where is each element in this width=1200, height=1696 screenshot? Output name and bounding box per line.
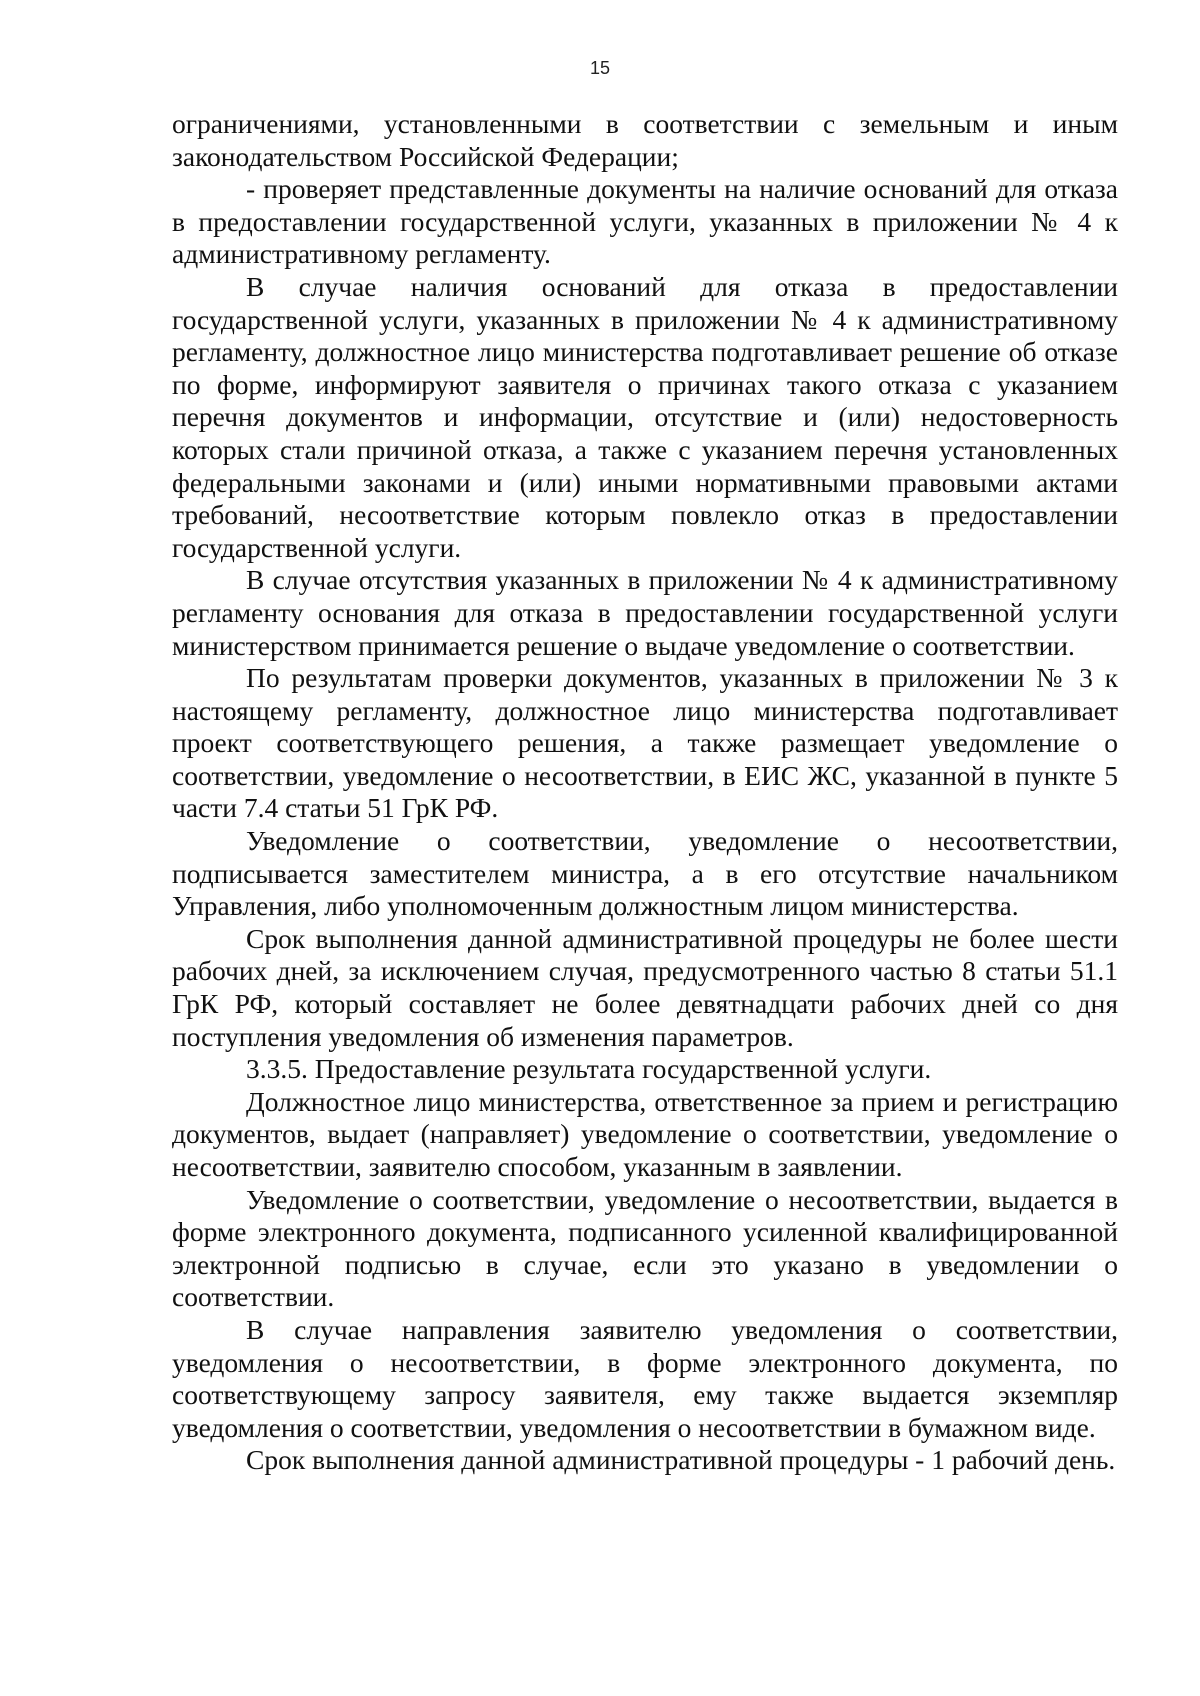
paragraph-procedure-term: Срок выполнения данной административной процедуры не более шести рабочих дней, за исключением случая, предусмотренного частью 8 статьи 51.1 ГрК РФ, который составляет не более девятнадцати рабочих дней со дня поступления уведомления об изменения параметров. bbox=[172, 922, 1118, 1052]
paragraph-verification-results: По результатам проверки документов, указанных в приложении № 3 к настоящему регламенту, должностное лицо министерства подготавливает проект соответствующего решения, а также размещает уведомление о соответствии, уведомление о несоответствии, в ЕИС ЖС, указанной в пункте 5 части 7.4 статьи 51 ГрК РФ. bbox=[172, 662, 1118, 824]
paragraph-no-refusal-grounds: В случае отсутствия указанных в приложении № 4 к административному регламенту основания для отказа в предоставлении государственной услуги министерством принимается решение о выдаче уведомление о соответствии. bbox=[172, 564, 1118, 661]
paragraph-paper-copy: В случае направления заявителю уведомления о соответствии, уведомления о несоответствии, в форме электронного документа, по соответствующему запросу заявителя, ему также выдается экземпляр уведомления о соответствии, уведомления о несоответствии в бумажном виде. bbox=[172, 1313, 1118, 1443]
section-heading-3-3-5: 3.3.5. Предоставление результата государственной услуги. bbox=[246, 1053, 932, 1085]
paragraph-electronic-form: Уведомление о соответствии, уведомление о несоответствии, выдается в форме электронного документа, подписанного усиленной квалифицированной электронной подписью в случае, если это указано в уведомлении о соответствии. bbox=[172, 1183, 1118, 1313]
page-number: 15 bbox=[589, 58, 611, 78]
paragraph-check-documents: - проверяет представленные документы на наличие оснований для отказа в предоставлении государственной услуги, указанных в приложении № 4 к административному регламенту. bbox=[172, 173, 1118, 270]
paragraph-refusal-grounds: В случае наличия оснований для отказа в предоставлении государственной услуги, указанных в приложении № 4 к административному регламенту, должностное лицо министерства подготавливает решение об отказе по форме, информируют заявителя о причинах такого отказа с указанием перечня документов и информации, отсутствие и (или) недостоверность которых стали причиной отказа, а также с указанием перечня установленных федеральными законами и (или) иными нормативными правовыми актами требований, несоответствие которым повлекло отказ в предоставлении государственной услуги. bbox=[172, 270, 1118, 563]
paragraph-official-issues: Должностное лицо министерства, ответственное за прием и регистрацию документов, выдает (направляет) уведомление о соответствии, уведомление о несоответствии, заявителю способом, указанным в заявлении. bbox=[172, 1085, 1118, 1182]
paragraph-final-term: Срок выполнения данной административной процедуры - 1 рабочий день. bbox=[246, 1444, 1116, 1476]
paragraph-notification-signing: Уведомление о соответствии, уведомление о несоответствии, подписывается заместителем министра, а в его отсутствие начальником Управления, либо уполномоченным должностным лицом министерства. bbox=[172, 825, 1118, 922]
document-body bbox=[172, 108, 1118, 1477]
paragraph-continuation: ограничениями, установленными в соответствии с земельным и иным законодательством Российской Федерации; bbox=[172, 108, 1118, 172]
